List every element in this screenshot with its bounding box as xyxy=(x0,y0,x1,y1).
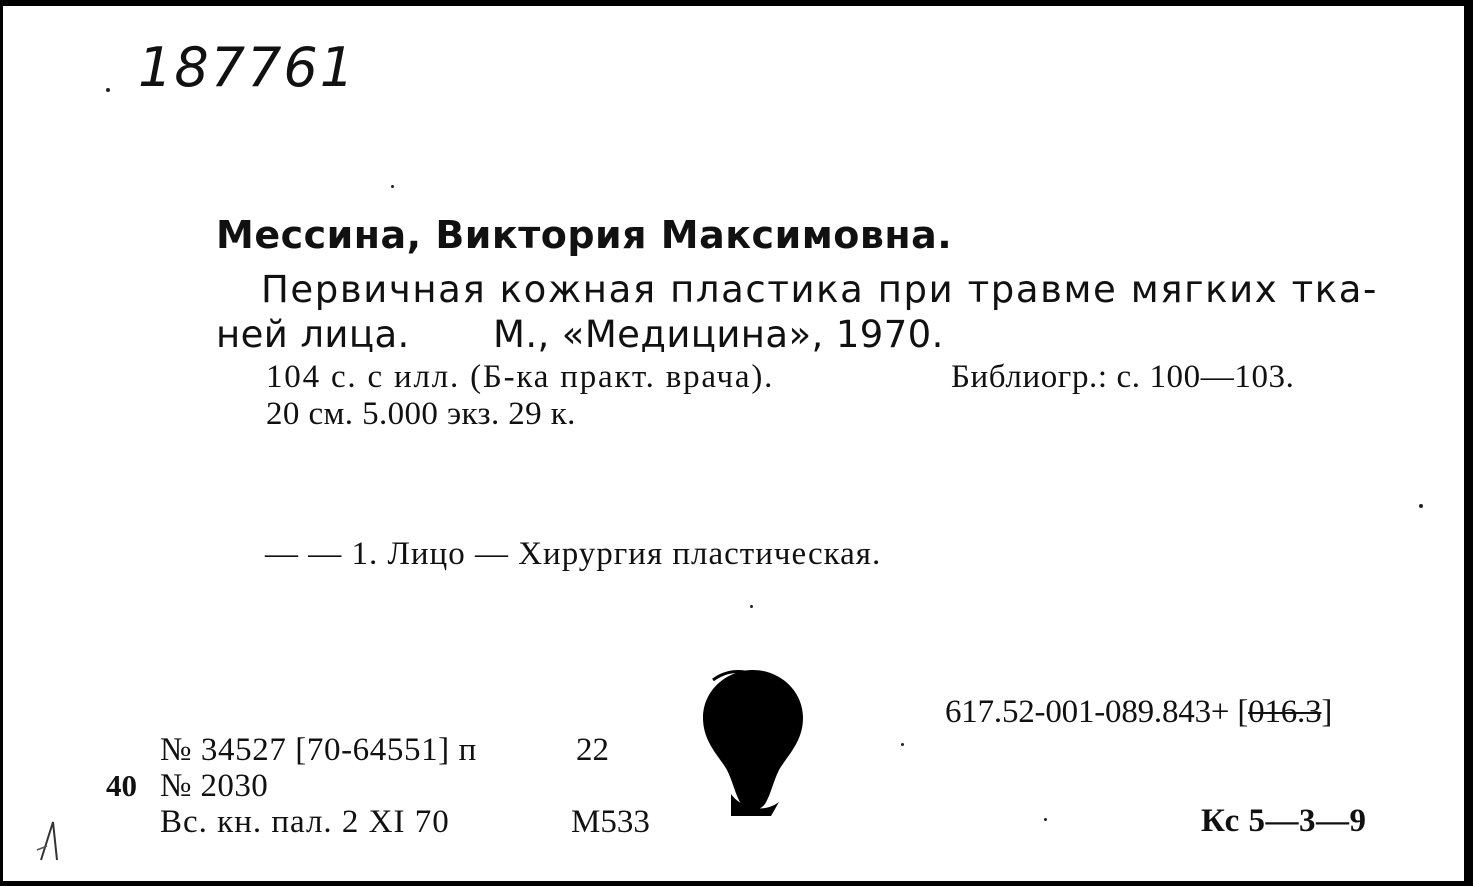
physical-description: 104 с. с илл. (Б-ка практ. врача). xyxy=(266,359,775,395)
card-number: № 2030 xyxy=(160,768,269,804)
book-chamber-line: Вс. кн. пал. 2 XI 70 xyxy=(160,804,450,840)
speck xyxy=(1044,818,1047,821)
udc-struck: 016.3 xyxy=(1248,694,1322,730)
inventory-number: 187761 xyxy=(138,36,357,99)
punch-hole-mark xyxy=(701,666,805,816)
speck xyxy=(1419,504,1423,508)
imprint: М., «Медицина», 1970. xyxy=(493,313,944,356)
subject-heading: — — 1. Лицо — Хирургия пластическая. xyxy=(265,536,882,572)
udc-index xyxy=(945,694,1332,731)
corner-pencil-mark xyxy=(33,816,73,866)
title-line-1: Первичная кожная пластика при травме мягких тка- xyxy=(261,268,1378,311)
classification-code: Кс 5—3—9 xyxy=(1201,803,1367,839)
author-heading: Мессина, Виктория Максимовна. xyxy=(216,213,953,257)
speck xyxy=(106,88,110,92)
shelf-count: 40 xyxy=(106,768,137,803)
speck xyxy=(901,743,904,746)
order-quantity: 22 xyxy=(576,732,609,768)
speck xyxy=(750,605,753,608)
speck xyxy=(391,185,394,188)
bibliography-note: Библиогр.: с. 100—103. xyxy=(951,359,1295,395)
udc-close: ] xyxy=(1321,694,1333,730)
udc-main: 617.52-001-089.843+ [ xyxy=(945,694,1249,730)
order-number: № 34527 [70-64551] п xyxy=(160,732,477,768)
size-edition-price: 20 см. 5.000 экз. 29 к. xyxy=(266,396,576,432)
printer-code: М533 xyxy=(571,804,650,840)
title-line-2: ней лица. xyxy=(216,313,410,356)
